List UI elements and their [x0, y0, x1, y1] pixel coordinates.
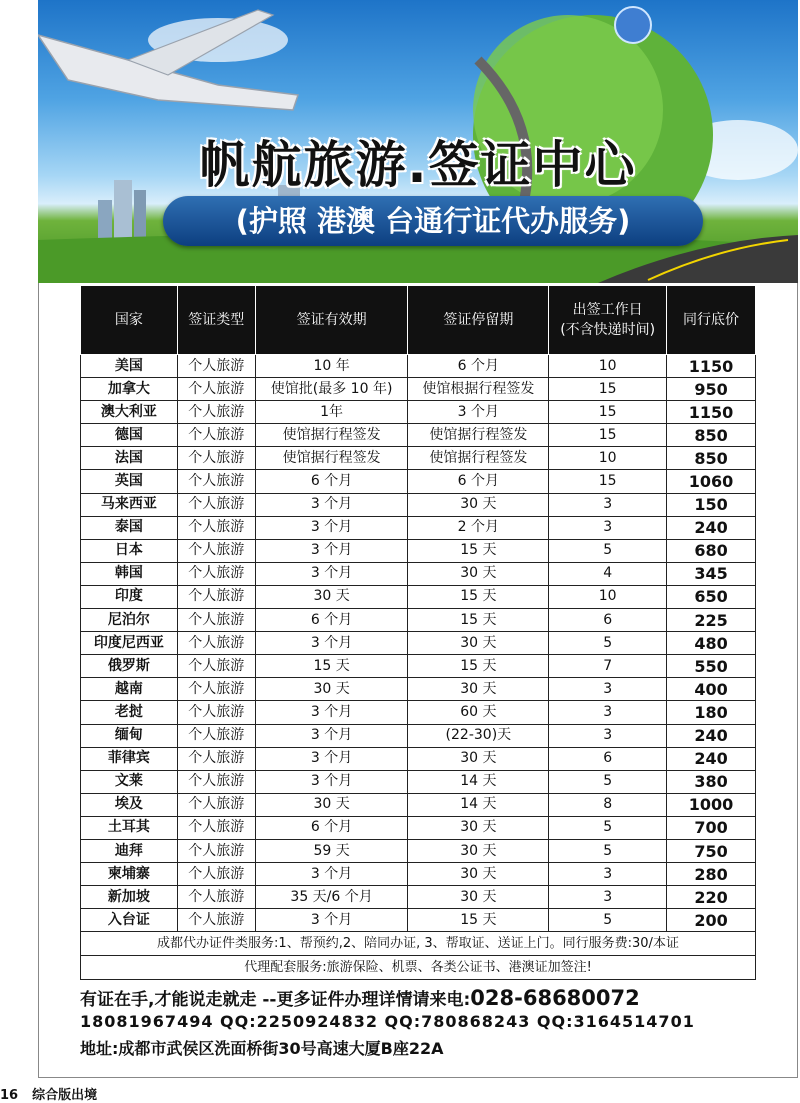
cell-visa-type: 个人旅游 — [177, 724, 255, 747]
table-row — [81, 678, 756, 701]
cell-visa-type: 个人旅游 — [177, 793, 255, 816]
cell-stay: 6 个月 — [408, 470, 549, 493]
cell-country: 澳大利亚 — [81, 401, 178, 424]
cell-stay: 使馆据行程签发 — [408, 447, 549, 470]
cell-stay: 15 天 — [408, 655, 549, 678]
table-row — [81, 470, 756, 493]
cell-price: 550 — [667, 655, 756, 678]
cell-visa-type: 个人旅游 — [177, 516, 255, 539]
cell-price: 345 — [667, 562, 756, 585]
table-row — [81, 447, 756, 470]
cell-price: 480 — [667, 632, 756, 655]
cell-price: 650 — [667, 585, 756, 608]
table-header-row — [81, 286, 756, 355]
table-row — [81, 539, 756, 562]
table-row — [81, 516, 756, 539]
cell-visa-type: 个人旅游 — [177, 378, 255, 401]
cell-validity: 3 个月 — [255, 516, 408, 539]
cell-price: 400 — [667, 678, 756, 701]
cell-price: 240 — [667, 724, 756, 747]
cell-visa-type: 个人旅游 — [177, 886, 255, 909]
cell-price: 680 — [667, 539, 756, 562]
cell-workdays: 3 — [549, 701, 667, 724]
cell-visa-type: 个人旅游 — [177, 747, 255, 770]
cell-stay: 60 天 — [408, 701, 549, 724]
phone-number: 028-68680072 — [470, 986, 640, 1010]
visa-price-table — [80, 285, 756, 980]
cell-validity: 10 年 — [255, 355, 408, 378]
cell-workdays: 10 — [549, 355, 667, 378]
table-row — [81, 401, 756, 424]
table-row — [81, 609, 756, 632]
banner — [38, 0, 798, 283]
cell-validity: 3 个月 — [255, 747, 408, 770]
cell-validity: 使馆批(最多 10 年) — [255, 378, 408, 401]
cell-validity: 3 个月 — [255, 539, 408, 562]
cell-validity: 3 个月 — [255, 493, 408, 516]
cell-country: 新加坡 — [81, 886, 178, 909]
cell-validity: 3 个月 — [255, 909, 408, 932]
cell-visa-type: 个人旅游 — [177, 355, 255, 378]
cell-workdays: 6 — [549, 747, 667, 770]
contact-numbers: 18081967494 QQ:2250924832 QQ:780868243 QQ:3164514701 — [80, 1012, 695, 1031]
cell-country: 英国 — [81, 470, 178, 493]
cell-stay: 使馆根据行程签发 — [408, 378, 549, 401]
cell-price: 280 — [667, 863, 756, 886]
cell-country: 土耳其 — [81, 816, 178, 839]
cell-validity: 3 个月 — [255, 701, 408, 724]
cell-stay: 30 天 — [408, 747, 549, 770]
cell-stay: 15 天 — [408, 585, 549, 608]
cell-price: 950 — [667, 378, 756, 401]
cell-country: 菲律宾 — [81, 747, 178, 770]
cell-visa-type: 个人旅游 — [177, 632, 255, 655]
cell-visa-type: 个人旅游 — [177, 401, 255, 424]
cell-validity: 使馆据行程签发 — [255, 447, 408, 470]
cell-price: 150 — [667, 493, 756, 516]
cell-visa-type: 个人旅游 — [177, 424, 255, 447]
header-country: 国家 — [81, 286, 178, 355]
cell-price: 850 — [667, 424, 756, 447]
cell-country: 文莱 — [81, 770, 178, 793]
table-row — [81, 562, 756, 585]
cell-validity: 6 个月 — [255, 470, 408, 493]
table-row — [81, 863, 756, 886]
cell-visa-type: 个人旅游 — [177, 470, 255, 493]
cell-workdays: 3 — [549, 724, 667, 747]
cell-price: 750 — [667, 839, 756, 862]
cell-visa-type: 个人旅游 — [177, 562, 255, 585]
cell-validity: 59 天 — [255, 839, 408, 862]
cell-validity: 3 个月 — [255, 770, 408, 793]
cell-workdays: 7 — [549, 655, 667, 678]
page-title: 帆航旅游.签证中心 — [199, 136, 637, 194]
cell-validity: 1年 — [255, 401, 408, 424]
cell-visa-type: 个人旅游 — [177, 863, 255, 886]
cell-stay: 30 天 — [408, 863, 549, 886]
cell-price: 380 — [667, 770, 756, 793]
table-row — [81, 793, 756, 816]
cell-workdays: 5 — [549, 816, 667, 839]
cell-stay: 14 天 — [408, 793, 549, 816]
slogan-text: 有证在手,才能说走就走 --更多证件办理详情请来电: — [80, 990, 471, 1010]
cell-country: 韩国 — [81, 562, 178, 585]
cell-country: 俄罗斯 — [81, 655, 178, 678]
cell-stay: 2 个月 — [408, 516, 549, 539]
cell-stay: 使馆据行程签发 — [408, 424, 549, 447]
cell-country: 柬埔寨 — [81, 863, 178, 886]
header-stay: 签证停留期 — [408, 286, 549, 355]
cell-workdays: 15 — [549, 378, 667, 401]
address: 地址:成都市武侯区洗面桥街30号高速大厦B座22A — [80, 1039, 444, 1058]
table-row — [81, 655, 756, 678]
table-row — [81, 355, 756, 378]
cell-price: 180 — [667, 701, 756, 724]
cell-country: 加拿大 — [81, 378, 178, 401]
cell-country: 日本 — [81, 539, 178, 562]
extra-service-note: 代理配套服务:旅游保险、机票、各类公证书、港澳证加签注! — [81, 956, 756, 980]
cell-visa-type: 个人旅游 — [177, 585, 255, 608]
page-number: 16 — [0, 1088, 19, 1103]
cell-workdays: 5 — [549, 539, 667, 562]
cell-country: 缅甸 — [81, 724, 178, 747]
table-row — [81, 424, 756, 447]
cell-visa-type: 个人旅游 — [177, 678, 255, 701]
cell-workdays: 3 — [549, 886, 667, 909]
cell-visa-type: 个人旅游 — [177, 701, 255, 724]
cell-price: 240 — [667, 747, 756, 770]
page-footer — [0, 1084, 111, 1103]
cell-country: 迪拜 — [81, 839, 178, 862]
table-row — [81, 747, 756, 770]
cell-validity: 6 个月 — [255, 609, 408, 632]
cell-stay: 30 天 — [408, 493, 549, 516]
table-row — [81, 816, 756, 839]
cell-country: 入台证 — [81, 909, 178, 932]
subtitle-banner: (护照 港澳 台通行证代办服务) — [163, 196, 703, 246]
cell-workdays: 5 — [549, 909, 667, 932]
cell-country: 尼泊尔 — [81, 609, 178, 632]
cell-price: 1150 — [667, 401, 756, 424]
cell-visa-type: 个人旅游 — [177, 539, 255, 562]
cell-country: 印度尼西亚 — [81, 632, 178, 655]
cell-stay: 14 天 — [408, 770, 549, 793]
cell-country: 德国 — [81, 424, 178, 447]
table-row — [81, 378, 756, 401]
cell-stay: (22-30)天 — [408, 724, 549, 747]
cell-workdays: 15 — [549, 424, 667, 447]
cell-country: 法国 — [81, 447, 178, 470]
cell-validity: 30 天 — [255, 585, 408, 608]
header-validity: 签证有效期 — [255, 286, 408, 355]
cell-validity: 3 个月 — [255, 724, 408, 747]
cell-price: 1060 — [667, 470, 756, 493]
contact-slogan — [80, 985, 640, 1010]
cell-workdays: 3 — [549, 516, 667, 539]
cell-validity: 3 个月 — [255, 562, 408, 585]
cell-visa-type: 个人旅游 — [177, 609, 255, 632]
cell-validity: 35 天/6 个月 — [255, 886, 408, 909]
cell-price: 1000 — [667, 793, 756, 816]
cell-country: 印度 — [81, 585, 178, 608]
header-visa-type: 签证类型 — [177, 286, 255, 355]
cell-country: 老挝 — [81, 701, 178, 724]
header-workdays: 出签工作日 (不含快递时间) — [549, 286, 667, 355]
cell-validity: 6 个月 — [255, 816, 408, 839]
cell-stay: 15 天 — [408, 909, 549, 932]
cell-workdays: 15 — [549, 401, 667, 424]
cell-visa-type: 个人旅游 — [177, 816, 255, 839]
section-name: 综合版出境 — [32, 1088, 98, 1103]
cell-price: 200 — [667, 909, 756, 932]
cell-visa-type: 个人旅游 — [177, 447, 255, 470]
table-row — [81, 724, 756, 747]
cell-workdays: 3 — [549, 863, 667, 886]
cell-visa-type: 个人旅游 — [177, 839, 255, 862]
cell-validity: 3 个月 — [255, 863, 408, 886]
cell-workdays: 3 — [549, 678, 667, 701]
cell-workdays: 6 — [549, 609, 667, 632]
cell-workdays: 8 — [549, 793, 667, 816]
cell-workdays: 4 — [549, 562, 667, 585]
cell-stay: 15 天 — [408, 609, 549, 632]
cell-stay: 30 天 — [408, 886, 549, 909]
cell-country: 马来西亚 — [81, 493, 178, 516]
cell-workdays: 10 — [549, 447, 667, 470]
cell-price: 225 — [667, 609, 756, 632]
cell-validity: 3 个月 — [255, 632, 408, 655]
cell-workdays: 15 — [549, 470, 667, 493]
note-row — [81, 932, 756, 956]
cell-workdays: 5 — [549, 632, 667, 655]
cell-stay: 30 天 — [408, 839, 549, 862]
cell-stay: 6 个月 — [408, 355, 549, 378]
cell-workdays: 5 — [549, 770, 667, 793]
cell-workdays: 10 — [549, 585, 667, 608]
table-row — [81, 886, 756, 909]
cell-visa-type: 个人旅游 — [177, 770, 255, 793]
cell-stay: 30 天 — [408, 816, 549, 839]
cell-price: 700 — [667, 816, 756, 839]
table-row — [81, 770, 756, 793]
table-row — [81, 632, 756, 655]
cell-validity: 使馆据行程签发 — [255, 424, 408, 447]
cell-price: 240 — [667, 516, 756, 539]
table-row — [81, 585, 756, 608]
table-row — [81, 839, 756, 862]
cell-stay: 3 个月 — [408, 401, 549, 424]
cell-visa-type: 个人旅游 — [177, 493, 255, 516]
cell-price: 220 — [667, 886, 756, 909]
cell-workdays: 3 — [549, 493, 667, 516]
cell-workdays: 5 — [549, 839, 667, 862]
note-row — [81, 956, 756, 980]
cell-validity: 15 天 — [255, 655, 408, 678]
cell-price: 850 — [667, 447, 756, 470]
cell-price: 1150 — [667, 355, 756, 378]
cell-stay: 30 天 — [408, 632, 549, 655]
cell-country: 埃及 — [81, 793, 178, 816]
cell-visa-type: 个人旅游 — [177, 909, 255, 932]
cell-visa-type: 个人旅游 — [177, 655, 255, 678]
cell-country: 越南 — [81, 678, 178, 701]
table-row — [81, 701, 756, 724]
header-price: 同行底价 — [667, 286, 756, 355]
service-note: 成都代办证件类服务:1、帮预约,2、陪同办证, 3、帮取证、送证上门。同行服务费:30/本证 — [81, 932, 756, 956]
cell-stay: 15 天 — [408, 539, 549, 562]
cell-stay: 30 天 — [408, 678, 549, 701]
cell-validity: 30 天 — [255, 678, 408, 701]
table-row — [81, 909, 756, 932]
table-row — [81, 493, 756, 516]
cell-country: 美国 — [81, 355, 178, 378]
cell-validity: 30 天 — [255, 793, 408, 816]
cell-stay: 30 天 — [408, 562, 549, 585]
cell-country: 泰国 — [81, 516, 178, 539]
